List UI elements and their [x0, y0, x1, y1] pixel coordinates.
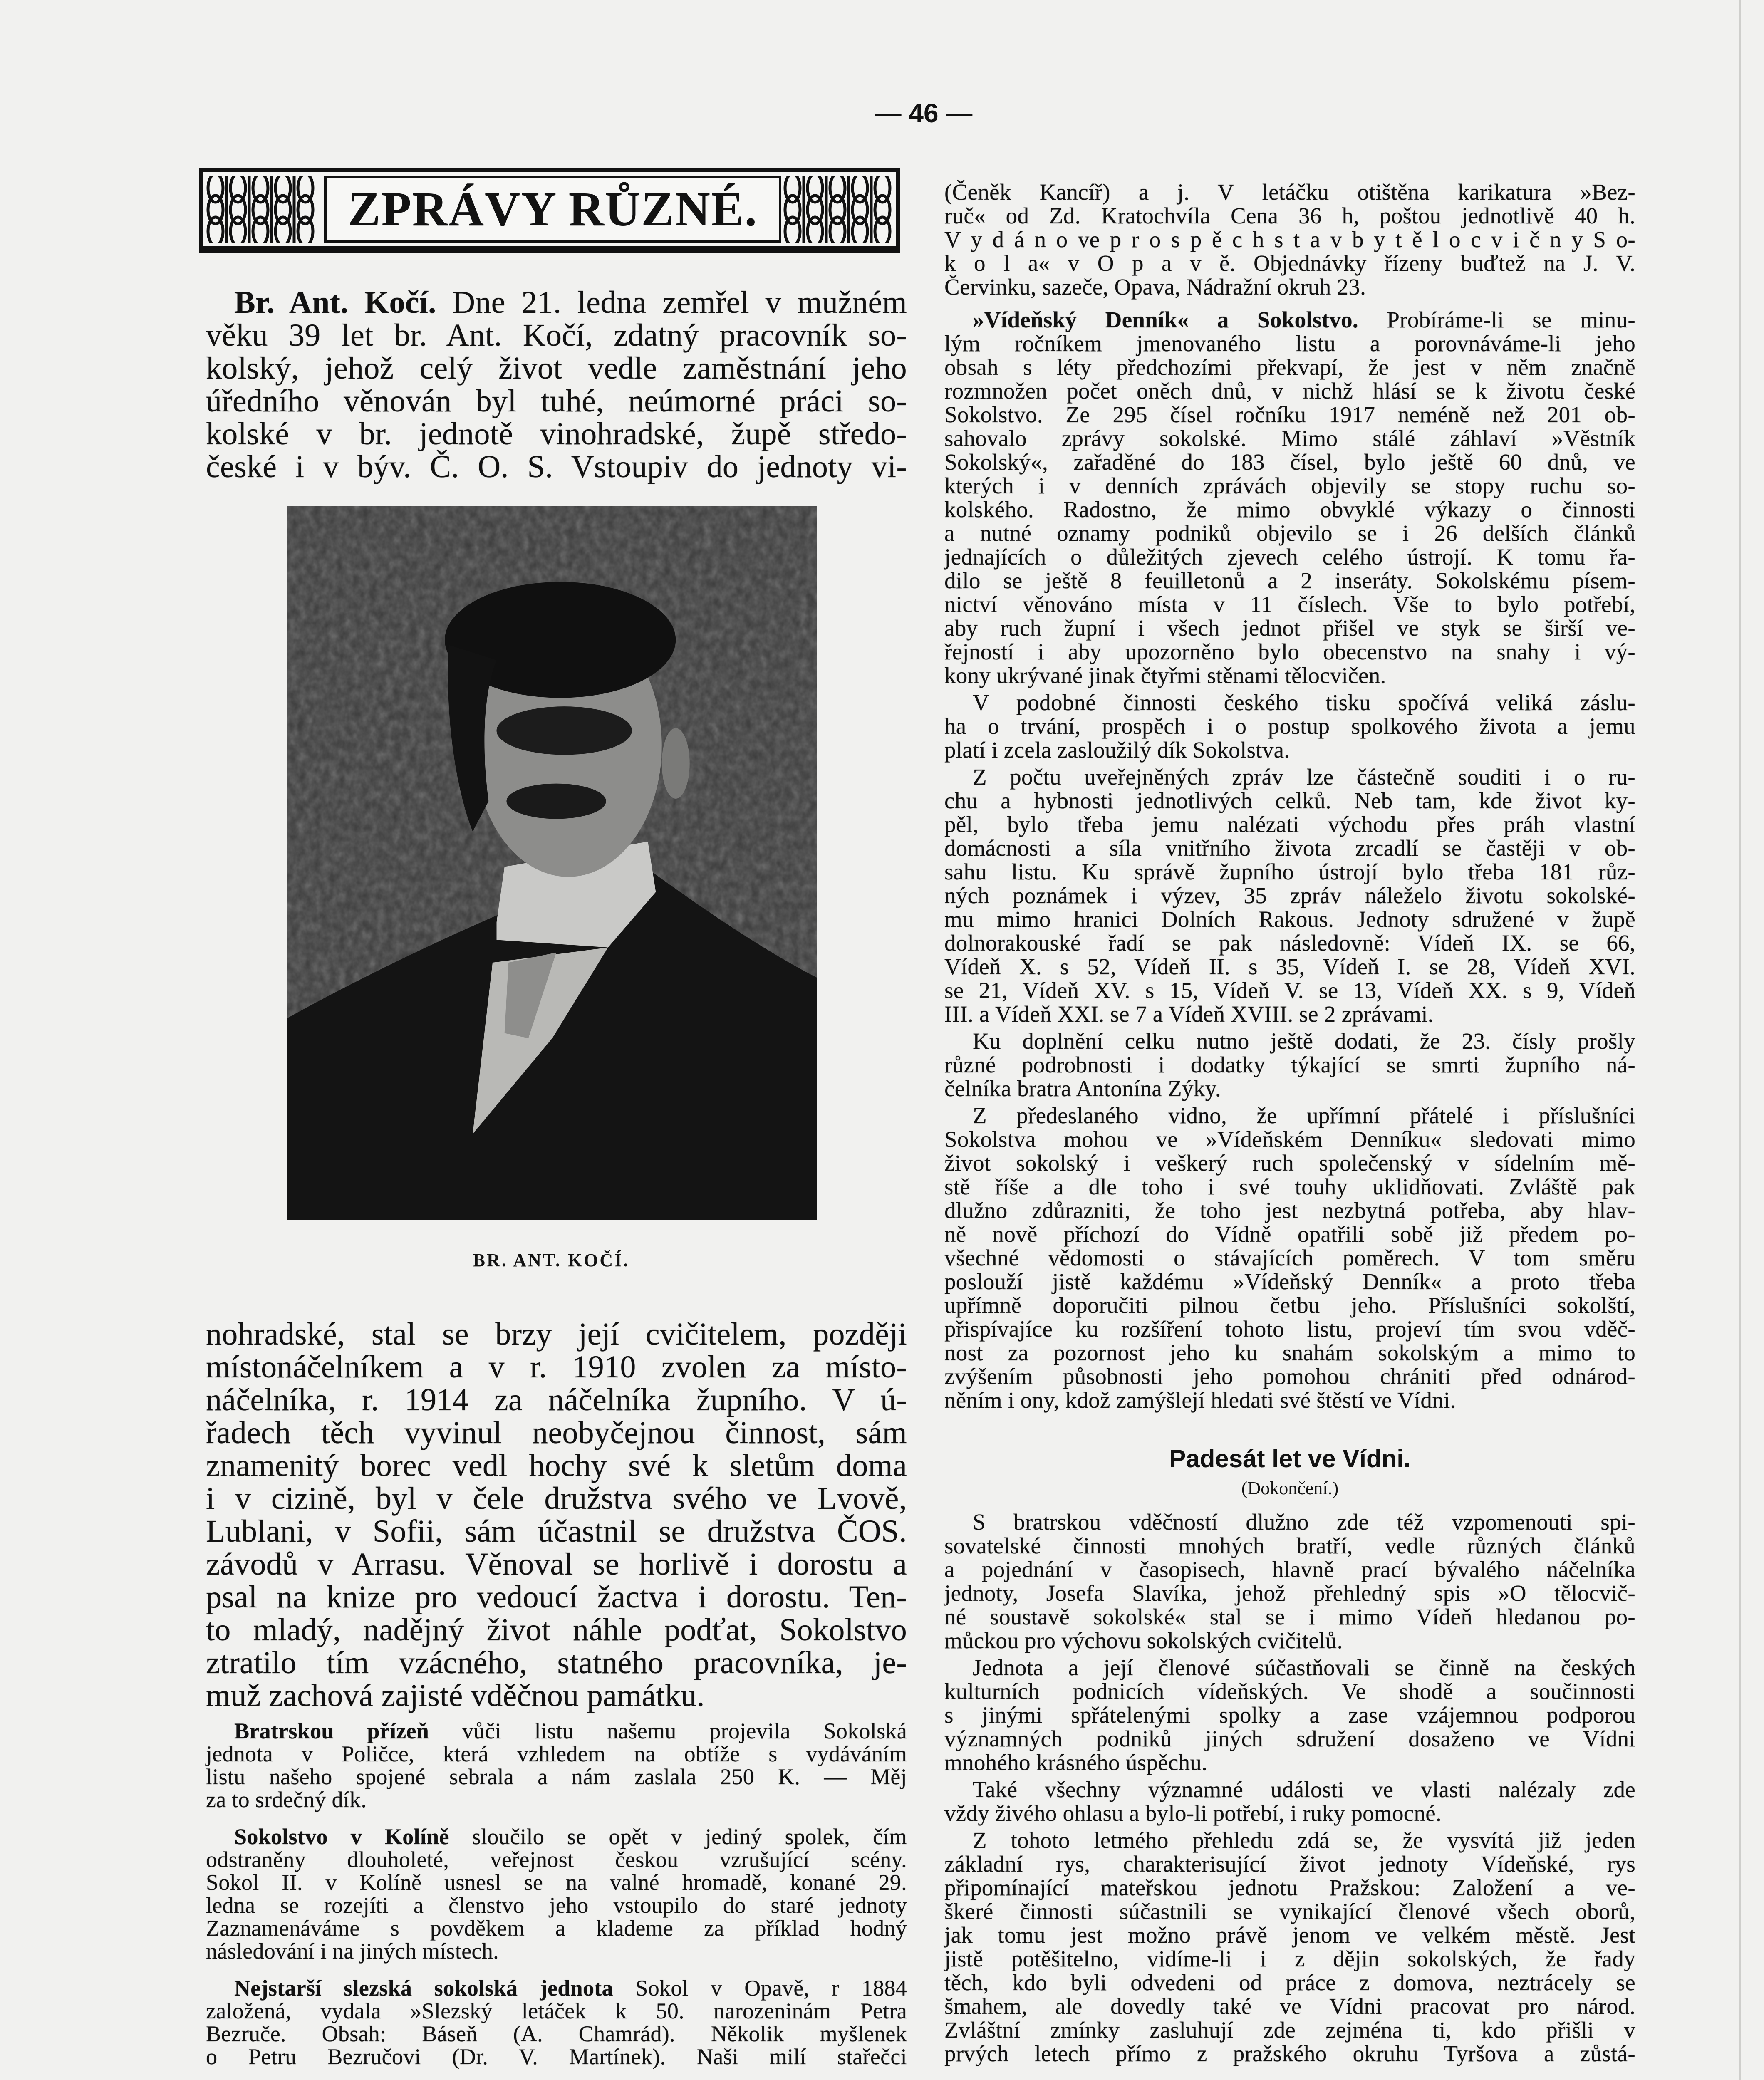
line-text: následování i na jiných místech.	[206, 1939, 499, 1964]
text-line	[206, 1548, 907, 1581]
padesat-let-article	[944, 1510, 1635, 2065]
text-line	[944, 860, 1635, 884]
text-line	[206, 1940, 907, 1963]
scan-edge	[1739, 0, 1741, 2080]
obituary-continuation	[206, 1318, 907, 1712]
line-text: ztratilo tím vzácného, statného pracovníka, je-	[206, 1645, 907, 1680]
line-text: listu našeho spojené sebrala a nám zaslala 250 K. — Měj	[206, 1764, 907, 1789]
text-line	[944, 1077, 1635, 1100]
line-text: všechné vědomosti o stávajících poměrech. V tom směru	[944, 1245, 1635, 1270]
text-line	[944, 836, 1635, 860]
line-text: Zaznamenáváme s povděkem a klademe za příklad hodný	[206, 1916, 907, 1941]
text-line	[944, 1388, 1635, 1412]
line-text: různé podrobnosti i dodatky týkající se smrti župního ná-	[944, 1052, 1635, 1077]
text-line	[944, 1605, 1635, 1629]
line-text: sahovalo zprávy sokolské. Mimo stálé záhlaví »Věstník	[944, 426, 1635, 451]
line-text: ledna se rozejíti a členstvo jeho vstoupilo do staré jednoty	[206, 1893, 907, 1918]
line-text: Sokolský«, zařaděné do 183 čísel, bylo ještě 60 dnů, ve	[944, 449, 1635, 475]
line-text: S bratrskou vděčností dlužno zde též vzpomenouti spi-	[973, 1509, 1635, 1535]
text-line	[944, 955, 1635, 978]
line-text: závodů v Arrasu. Věnoval se horlivě i dorostu a	[206, 1547, 907, 1582]
text-line	[206, 1871, 907, 1894]
line-text: Lublani, v Sofii, sám účastnil se družstva ČOS.	[206, 1514, 907, 1549]
text-line	[944, 738, 1635, 762]
line-text: kony ukrývané jinak čtyřmi stěnami tělocvičen.	[944, 663, 1386, 688]
text-line	[206, 1515, 907, 1548]
text-line	[944, 1317, 1635, 1341]
line-text: sahu listu. Ku správě župního ústrojí bylo třeba 181 růz-	[944, 859, 1635, 884]
text-line	[944, 332, 1635, 355]
paragraph	[944, 1778, 1635, 1825]
text-line	[944, 1876, 1635, 1899]
text-line	[944, 616, 1635, 640]
photo-caption: BR. ANT. KOČÍ.	[473, 1250, 630, 1270]
text-line	[206, 319, 907, 352]
line-text: Zvláštní zmínky zasluhují zde zejména ti, kdo přišli v	[944, 2017, 1635, 2043]
text-line	[206, 1614, 907, 1647]
line-text: jednota v Poličce, která vzhledem na obtíže s vydáváním	[206, 1741, 907, 1766]
text-line	[206, 1581, 907, 1614]
paragraph	[944, 691, 1635, 762]
line-text: znamenitý borec vedl hochy své k sletům doma	[206, 1448, 907, 1483]
text-line	[944, 251, 1635, 275]
paragraph	[944, 1104, 1635, 1412]
text-line	[944, 1947, 1635, 1971]
line-text: dolnorakouské řadí se pak následovně: Vídeň IX. se 66,	[944, 930, 1635, 956]
text-line	[944, 1727, 1635, 1751]
paragraph-lead: Bratrskou přízeň	[234, 1718, 429, 1743]
line-text: rozmnožen počet oněch dnů, v nichž hlásí se k životu české	[944, 378, 1635, 404]
text-line	[944, 1364, 1635, 1388]
text-line	[944, 379, 1635, 403]
news-notes	[206, 1720, 907, 2068]
text-line	[944, 1127, 1635, 1151]
text-line	[944, 498, 1635, 521]
line-text: vůči listu našemu projevila Sokolská	[429, 1718, 907, 1743]
paragraph	[206, 1318, 907, 1712]
line-text: významných podniků jiných sdružení dosaženo ve Vídni	[944, 1726, 1635, 1751]
text-line	[944, 1534, 1635, 1558]
text-line	[944, 355, 1635, 379]
line-text: Bezruče. Obsah: Báseň (A. Chamrád). Několik myšlenek	[206, 2021, 907, 2046]
text-line	[944, 664, 1635, 687]
section-header	[199, 168, 900, 253]
text-line	[944, 521, 1635, 545]
line-text: sovatelské činnosti mnohých bratří, vedle různých článků	[944, 1533, 1635, 1558]
text-line	[206, 1788, 907, 1811]
line-text: pěl, bylo třeba jemu nalézati východu přes práh vlastní	[944, 812, 1635, 837]
text-line	[944, 204, 1635, 228]
line-text: dlužno zdůrazniti, že toho jest nezbytná potřeba, aby hlav-	[944, 1198, 1635, 1223]
line-text: Sokol II. v Kolíně usnesl se na valné hromadě, konané 29.	[206, 1870, 907, 1895]
text-line	[944, 1270, 1635, 1293]
text-line	[944, 1029, 1635, 1053]
title-frame	[324, 176, 781, 243]
videnky-dennik-article	[944, 308, 1635, 1412]
line-text: Jednota a její členové súčastňovali se činně na českých	[973, 1655, 1635, 1680]
text-line	[944, 1581, 1635, 1605]
line-text: upřímně doporučiti pilnou četbu jeho. Příslušníci sokolští,	[944, 1293, 1635, 1318]
line-text: (Čeněk Kancíř) a j. V letáčku otištěna karikatura »Bez-	[944, 179, 1635, 205]
line-text: nictví věnováno místa v 11 číslech. Vše to bylo potřebí,	[944, 592, 1635, 617]
line-text: platí i zcela zasloužilý dík Sokolstva.	[944, 737, 1290, 763]
line-text: a nutné oznamy podniků objevilo se i 26 delších článků	[944, 520, 1635, 546]
line-text: Sokolstva mohou ve »Vídeňském Denníku« sledovati mimo	[944, 1127, 1635, 1152]
text-line	[944, 474, 1635, 498]
text-line	[944, 592, 1635, 616]
text-line	[206, 1416, 907, 1449]
text-line	[206, 1647, 907, 1679]
text-line	[206, 1318, 907, 1351]
text-line	[944, 640, 1635, 664]
line-text: Také všechny významné události ve vlasti nalézaly zde	[973, 1777, 1635, 1802]
text-line	[206, 2000, 907, 2023]
paragraph	[944, 1510, 1635, 1652]
paragraph	[944, 1828, 1635, 2065]
text-line	[944, 180, 1635, 204]
line-text: Probíráme-li se minu-	[1358, 307, 1635, 332]
obituary-intro	[206, 286, 907, 483]
paragraph	[206, 1977, 907, 2068]
line-text: V y d á n o ve p r o s p ě c h s t a v b y t ě l o c v i č n y S o-	[944, 227, 1635, 252]
line-text: kolské v br. jednotě vinohradské, župě středo-	[206, 416, 907, 451]
line-text: české i v býv. Č. O. S. Vstoupiv do jednoty vi-	[206, 449, 907, 484]
text-line	[944, 1222, 1635, 1246]
text-line	[944, 1341, 1635, 1364]
text-line	[944, 907, 1635, 931]
line-text: stě říše a dle toho i své touhy uklidňovati. Zvláště pak	[944, 1174, 1635, 1199]
line-text: k o l a« v O p a v ě. Objednávky řízeny buďtež na J. V.	[944, 250, 1635, 276]
line-text: nohradské, stal se brzy její cvičitelem, později	[206, 1317, 907, 1352]
text-line	[206, 286, 907, 319]
line-text: ných poznámek i výzev, 35 zpráv náleželo životu sokolské-	[944, 883, 1635, 908]
line-text: vždy živého ohlasu a bylo-li potřebí, i ruky pomocné.	[944, 1800, 1442, 1826]
line-text: V podobné činnosti českého tisku spočívá veliká záslu-	[973, 690, 1635, 715]
line-text: základní rys, charakterisující život jednoty Vídeňské, rys	[944, 1851, 1635, 1877]
line-text: za to srdečný dík.	[206, 1787, 367, 1812]
text-line	[944, 931, 1635, 955]
page-number: — 46 —	[875, 98, 973, 128]
text-line	[206, 1743, 907, 1766]
line-text: Ku doplnění celku nutno ještě dodati, že 23. čísly prošly	[973, 1028, 1635, 1054]
paragraph	[944, 1656, 1635, 1774]
line-text: nost za pozornost jeho ku snahám sokolským a mimo to	[944, 1340, 1635, 1365]
line-text: obsah s léty předchozími překvapí, že jest v něm značně	[944, 354, 1635, 380]
text-line	[944, 1994, 1635, 2018]
text-line	[944, 1246, 1635, 1270]
text-line	[944, 545, 1635, 569]
text-line	[944, 1510, 1635, 1534]
line-text: chu a hybnosti jednotlivých celků. Neb tam, kde život ky-	[944, 788, 1635, 813]
text-line	[944, 765, 1635, 789]
line-text: řadech těch vyvinul neobyčejnou činnost, sám	[206, 1415, 907, 1450]
article-subtitle: (Dokončení.)	[1241, 1478, 1339, 1498]
text-line	[206, 1825, 907, 1848]
text-line	[206, 1848, 907, 1871]
paragraph-lead: Sokolstvo v Kolíně	[234, 1824, 449, 1849]
paragraph-lead: Br. Ant. Kočí.	[234, 285, 436, 320]
line-text: jistě potěšitelno, vidíme-li i z dějin sokolských, že řady	[944, 1946, 1635, 1971]
line-text: Červinku, sazeče, Opava, Nádražní okruh 23.	[944, 274, 1366, 300]
line-text: kulturních podnicích vídeňských. Ve shodě a součinnosti	[944, 1679, 1635, 1704]
line-text: psal na knize pro vedoucí žactva i dorostu. Ten-	[206, 1580, 907, 1614]
line-text: poslouží jistě každému »Vídeňský Denník« a proto třeba	[944, 1269, 1635, 1294]
paragraph-lead: Nejstarší slezská sokolská jednota	[234, 1976, 613, 2001]
line-text: Dne 21. ledna zemřel v mužném	[436, 285, 907, 320]
text-line	[944, 1801, 1635, 1825]
portrait-image	[287, 506, 817, 1220]
text-line	[206, 1766, 907, 1788]
line-text: můckou pro výchovu sokolských cvičitelů.	[944, 1628, 1343, 1653]
bezruc-leaflet-continuation	[944, 180, 1635, 299]
line-text: kolského. Radostno, že mimo obvyklé výkazy o činnosti	[944, 497, 1635, 522]
line-text: Sokolstvo. Ze 295 čísel ročníku 1917 neméně než 201 ob-	[944, 402, 1635, 427]
text-line	[944, 1175, 1635, 1198]
paragraph-lead: »Vídeňský Denník« a Sokolstvo.	[973, 307, 1358, 332]
line-text: ha o trvání, prospěch i o postup spolkového života a jemu	[944, 713, 1635, 739]
text-line	[944, 1558, 1635, 1581]
line-text: Z předeslaného vidno, že upřímní přátelé i příslušníci	[973, 1103, 1635, 1128]
line-text: věku 39 let br. Ant. Kočí, zdatný pracovník so-	[206, 318, 907, 353]
text-line	[944, 2018, 1635, 2042]
text-line	[206, 1894, 907, 1917]
text-line	[944, 1629, 1635, 1652]
text-line	[944, 275, 1635, 299]
text-line	[206, 418, 907, 451]
paragraph	[206, 1825, 907, 1963]
line-text: muž zachová zajisté vděčnou památku.	[206, 1678, 705, 1713]
line-text: i v cizině, byl v čele družstva svého ve Lvově,	[206, 1481, 907, 1516]
text-line	[944, 1852, 1635, 1876]
paragraph	[944, 308, 1635, 687]
text-line	[206, 451, 907, 483]
ornament-icon	[204, 176, 318, 243]
text-line	[206, 1917, 907, 1940]
line-text: přispívajíce ku rozšíření tohoto listu, projeví tím svou vděč-	[944, 1316, 1635, 1342]
text-line	[944, 1293, 1635, 1317]
line-text: řejností i aby upozorněno bylo obecenstvo na snahy i vý-	[944, 639, 1635, 664]
text-line	[206, 1482, 907, 1515]
text-line	[944, 1971, 1635, 1994]
text-line	[206, 1720, 907, 1743]
text-line	[944, 789, 1635, 812]
text-line	[944, 426, 1635, 450]
text-line	[944, 1751, 1635, 1774]
line-text: se 21, Vídeň XV. s 15, Vídeň V. se 13, Vídeň XX. s 9, Vídeň	[944, 978, 1635, 1003]
paragraph	[944, 1029, 1635, 1100]
text-line	[206, 352, 907, 385]
text-line	[944, 403, 1635, 426]
line-text: o Petru Bezručovi (Dr. V. Martínek). Naši milí stařečci	[206, 2044, 907, 2069]
line-text: škeré činnosti súčastnili se vynikající členové všech oborů,	[944, 1899, 1635, 1924]
line-text: ně nově příchozí do Vídně opatřili sobě již předem po-	[944, 1221, 1635, 1247]
line-text: čelníka bratra Antonína Zýky.	[944, 1076, 1221, 1101]
text-line	[944, 1703, 1635, 1727]
line-text: a pojednání v časopisech, hlavně prací bývalého náčelníka	[944, 1557, 1635, 1582]
line-text: sloučilo se opět v jediný spolek, čím	[449, 1824, 907, 1849]
text-line	[206, 1679, 907, 1712]
text-line	[944, 1053, 1635, 1077]
line-text: jak tomu jest možno právě jenom ve velkém městě. Jest	[944, 1922, 1635, 1948]
line-text: ruč« od Zd. Kratochvíla Cena 36 h, poštou jednotlivě 40 h.	[944, 203, 1635, 228]
text-line	[206, 1449, 907, 1482]
article-title: Padesát let ve Vídni.	[1169, 1445, 1411, 1473]
paragraph	[206, 286, 907, 483]
line-text: místonáčelníkem a v r. 1910 zvolen za místo-	[206, 1350, 907, 1384]
line-text: odstraněny dlouholeté, veřejnost českou vzrušující scény.	[206, 1847, 907, 1872]
ornament-icon	[781, 176, 895, 243]
text-line	[944, 1104, 1635, 1127]
text-line	[206, 2023, 907, 2045]
line-text: život sokolský i veškerý ruch společenský v sídelním mě-	[944, 1150, 1635, 1176]
line-text: to mladý, nadějný život náhle podťat, Sokolstvo	[206, 1612, 907, 1647]
line-text: lým ročníkem jmenovaného listu a porovnáváme-li jeho	[944, 331, 1635, 356]
text-line	[944, 308, 1635, 332]
text-line	[206, 1351, 907, 1384]
line-text: III. a Vídeň XXI. se 7 a Vídeň XVIII. se 2 zprávami.	[944, 1001, 1434, 1027]
line-text: Sokol v Opavě, r 1884	[613, 1976, 907, 2001]
line-text: né soustavě sokolské« stal se i mimo Vídeň hledanou po-	[944, 1604, 1635, 1629]
line-text: mu mimo hranici Dolních Rakous. Jednoty sdružené v župě	[944, 906, 1635, 932]
text-line	[944, 2042, 1635, 2065]
text-line	[206, 385, 907, 418]
line-text: připomínající mateřskou jednotu Pražskou: Založení a ve-	[944, 1875, 1635, 1900]
line-text: těch, kdo byli odvedeni od práce z domova, neztrácely se	[944, 1970, 1635, 1995]
line-text: náčelníka, r. 1914 za náčelníka župního. V ú-	[206, 1382, 907, 1417]
line-text: jednoty, Josefa Slavíka, jehož přehledný spis »O tělocvič-	[944, 1580, 1635, 1606]
text-line	[944, 1778, 1635, 1801]
line-text: Z tohoto letmého přehledu zdá se, že vysvítá již jeden	[973, 1827, 1635, 1853]
line-text: dilo se ještě 8 feuilletonů a 2 inseráty. Sokolskému písem-	[944, 568, 1635, 593]
text-line	[944, 812, 1635, 836]
line-text: úředního věnován byl tuhé, neúmorné práci so-	[206, 384, 907, 418]
text-line	[944, 450, 1635, 474]
line-text: Z počtu uveřejněných zpráv lze částečně souditi i o ru-	[973, 764, 1635, 790]
text-line	[944, 1151, 1635, 1175]
line-text: zvýšením působnosti jeho pomohou chrániti před odnárod-	[944, 1364, 1635, 1389]
line-text: šmahem, ale dovedly také ve Vídni pracovat pro národ.	[944, 1993, 1635, 2019]
text-line	[944, 884, 1635, 907]
text-line	[206, 1384, 907, 1416]
paragraph	[944, 765, 1635, 1026]
text-line	[944, 1923, 1635, 1947]
line-text: mnohého krásného úspěchu.	[944, 1750, 1208, 1775]
line-text: něním i ony, kdož zamýšlejí hledati své štěstí ve Vídni.	[944, 1387, 1456, 1413]
text-line	[944, 569, 1635, 592]
paragraph	[944, 180, 1635, 299]
text-line	[944, 714, 1635, 738]
line-text: jednajících o důležitých zjevech celého ústrojí. K tomu řa-	[944, 544, 1635, 570]
text-line	[944, 1198, 1635, 1222]
line-text: kterých i v denních zprávách objevily se stopy ruchu so-	[944, 473, 1635, 498]
line-text: Vídeň X. s 52, Vídeň II. s 35, Vídeň I. se 28, Vídeň XVI.	[944, 954, 1635, 979]
line-text: kolský, jehož celý život vedle zaměstnání jeho	[206, 351, 907, 386]
paragraph	[206, 1720, 907, 1811]
text-line	[944, 1679, 1635, 1703]
line-text: založená, vydala »Slezský letáček k 50. narozeninám Petra	[206, 1998, 907, 2023]
line-text: prvých letech přímo z pražského okruhu Tyršova a zůstá-	[944, 2041, 1635, 2066]
text-line	[944, 1828, 1635, 1852]
line-text: s jinými spřátelenými spolky a zase vzájemnou podporou	[944, 1702, 1635, 1728]
text-line	[944, 228, 1635, 251]
text-line	[944, 1002, 1635, 1026]
section-title: ZPRÁVY RŮZNÉ.	[347, 182, 758, 236]
line-text: domácnosti a síla vnitřního života zrcadlí se častěji v ob-	[944, 835, 1635, 861]
portrait-photo	[287, 506, 817, 1220]
text-line	[944, 978, 1635, 1002]
line-text: aby ruch župní i všech jednot přišel ve styk se širší ve-	[944, 615, 1635, 641]
text-line	[944, 1899, 1635, 1923]
text-line	[944, 1656, 1635, 1679]
text-line	[206, 2045, 907, 2068]
text-line	[206, 1977, 907, 2000]
text-line	[944, 691, 1635, 714]
